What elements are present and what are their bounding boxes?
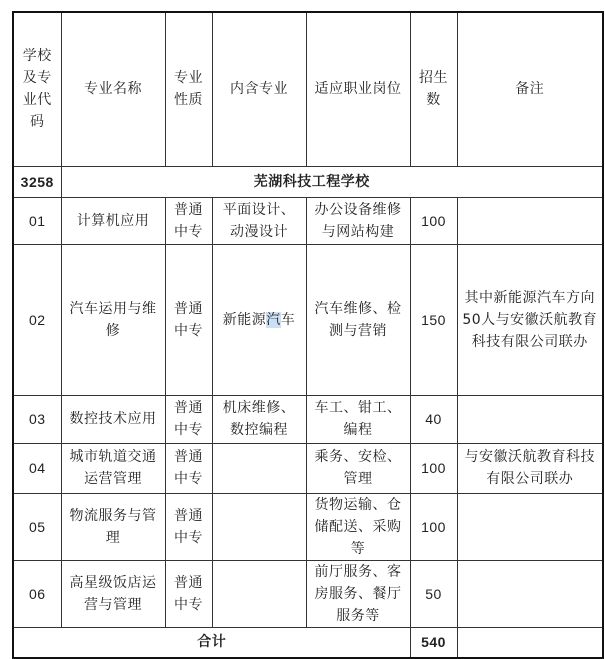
- total-label: 合计: [13, 627, 410, 658]
- row-remark: [457, 560, 603, 627]
- row-count: 50: [410, 560, 457, 627]
- row-count: 100: [410, 197, 457, 244]
- row-remark: [457, 197, 603, 244]
- row-sub-major: [212, 493, 306, 560]
- row-type: 普通中专: [165, 395, 212, 443]
- row-jobs: 乘务、安检、管理: [306, 443, 410, 493]
- header-remarks: 备注: [457, 12, 603, 166]
- row-remark: 其中新能源汽车方向50人与安徽沃航教育科技有限公司联办: [457, 244, 603, 395]
- row-name: 物流服务与管理: [61, 493, 165, 560]
- school-row: [13, 166, 603, 197]
- enrollment-table: [12, 11, 604, 659]
- row-type: 普通中专: [165, 443, 212, 493]
- row-jobs: 车工、钳工、编程: [306, 395, 410, 443]
- row-jobs: 前厅服务、客房服务、餐厅服务等: [306, 560, 410, 627]
- header-sub-major: 内含专业: [212, 12, 306, 166]
- row-name: 数控技术应用: [61, 395, 165, 443]
- row-sub-major: 机床维修、数控编程: [212, 395, 306, 443]
- total-count: 540: [410, 627, 457, 658]
- row-remark: [457, 395, 603, 443]
- row-count: 40: [410, 395, 457, 443]
- row-code: 05: [13, 493, 61, 560]
- row-type: 普通中专: [165, 560, 212, 627]
- row-count: 100: [410, 493, 457, 560]
- row-name: 城市轨道交通运营管理: [61, 443, 165, 493]
- table-row: [13, 244, 603, 395]
- row-code: 03: [13, 395, 61, 443]
- row-type: 普通中专: [165, 197, 212, 244]
- header-major-type: 专业性质: [165, 12, 212, 166]
- row-sub-major: 平面设计、动漫设计: [212, 197, 306, 244]
- header-row: [13, 12, 603, 166]
- header-jobs: 适应职业岗位: [306, 12, 410, 166]
- text-highlight: 汽: [266, 311, 281, 328]
- row-name: 高星级饭店运营与管理: [61, 560, 165, 627]
- row-jobs: 汽车维修、检测与营销: [306, 244, 410, 395]
- table-row: [13, 493, 603, 560]
- table-row: [13, 395, 603, 443]
- row-code: 02: [13, 244, 61, 395]
- row-remark: [457, 493, 603, 560]
- row-jobs: 办公设备维修与网站构建: [306, 197, 410, 244]
- school-name: 芜湖科技工程学校: [61, 166, 603, 197]
- table-row: [13, 197, 603, 244]
- row-sub-major: 新能源汽车: [212, 244, 306, 395]
- total-row: [13, 627, 603, 658]
- total-remark: [457, 627, 603, 658]
- row-code: 04: [13, 443, 61, 493]
- header-school-code: 学校及专业代码: [13, 12, 61, 166]
- table-row: [13, 560, 603, 627]
- row-name: 汽车运用与维修: [61, 244, 165, 395]
- row-count: 100: [410, 443, 457, 493]
- row-type: 普通中专: [165, 493, 212, 560]
- row-sub-major: [212, 443, 306, 493]
- row-type: 普通中专: [165, 244, 212, 395]
- row-count: 150: [410, 244, 457, 395]
- table-row: [13, 443, 603, 493]
- row-code: 06: [13, 560, 61, 627]
- header-major-name: 专业名称: [61, 12, 165, 166]
- row-sub-major: [212, 560, 306, 627]
- row-remark: 与安徽沃航教育科技有限公司联办: [457, 443, 603, 493]
- school-code: 3258: [13, 166, 61, 197]
- header-enrollment: 招生数: [410, 12, 457, 166]
- row-name: 计算机应用: [61, 197, 165, 244]
- row-jobs: 货物运输、仓储配送、采购等: [306, 493, 410, 560]
- row-code: 01: [13, 197, 61, 244]
